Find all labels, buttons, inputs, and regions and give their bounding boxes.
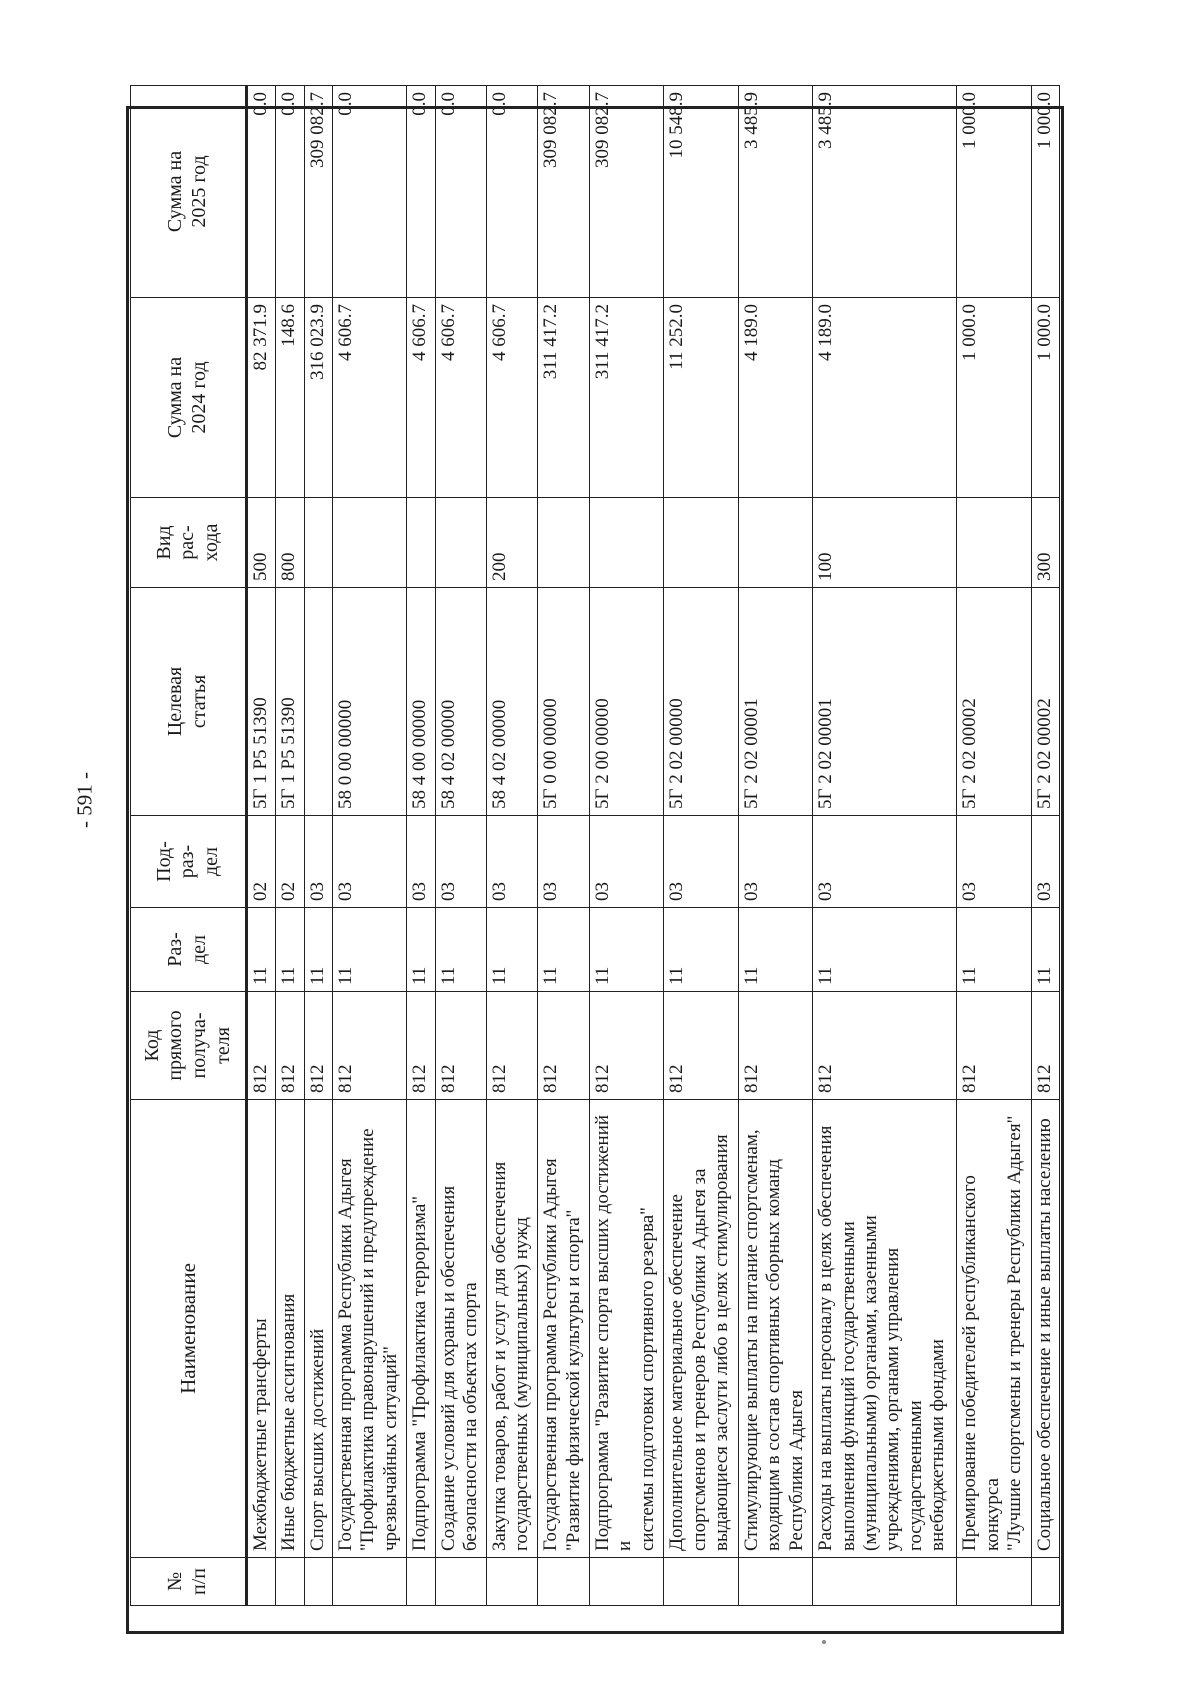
table-row — [486, 86, 537, 1606]
cell-sum-2025: 0.0 — [276, 86, 304, 298]
table-body — [247, 86, 1060, 1606]
cell-idx — [589, 1558, 664, 1606]
cell-target-article: 5Г 2 00 00000 — [589, 588, 664, 816]
cell-section: 11 — [664, 908, 739, 992]
budget-table — [130, 85, 1060, 1606]
cell-idx — [664, 1558, 739, 1606]
cell-expense-type — [664, 498, 739, 588]
cell-sum-2024: 1 000.0 — [1031, 298, 1059, 498]
cell-subsection: 03 — [1031, 816, 1059, 908]
cell-subsection: 03 — [407, 816, 435, 908]
header-row — [131, 86, 247, 1606]
cell-sum-2024: 1 000.0 — [957, 298, 1032, 498]
header-section: Раз- дел — [131, 908, 247, 992]
cell-subsection: 03 — [589, 816, 664, 908]
page-number: - 591 - — [72, 772, 97, 828]
cell-name: Расходы на выплаты персоналу в целях обеспечения выполнения функций государственными (муниципальными) органами, казенными учреждениями, органами управления государственными внебюджетными фондами — [813, 1100, 957, 1558]
cell-target-article: 58 4 02 00000 — [435, 588, 486, 816]
cell-idx — [304, 1558, 332, 1606]
cell-subsection: 03 — [332, 816, 407, 908]
cell-target-article: 5Г 2 02 00002 — [1031, 588, 1059, 816]
cell-sum-2025: 0.0 — [486, 86, 537, 298]
cell-target-article: 58 4 02 00000 — [486, 588, 537, 816]
cell-recipient-code: 812 — [813, 992, 957, 1100]
cell-target-article: 5Г 2 02 00001 — [813, 588, 957, 816]
cell-name: Социальное обеспечение и иные выплаты населению — [1031, 1100, 1059, 1558]
cell-expense-type — [538, 498, 589, 588]
table-row — [957, 86, 1032, 1606]
cell-target-article: 5Г 2 02 00000 — [664, 588, 739, 816]
cell-sum-2024: 311 417.2 — [538, 298, 589, 498]
cell-section: 11 — [957, 908, 1032, 992]
header-expense-type: Вид рас- хода — [131, 498, 247, 588]
table-row — [247, 86, 276, 1606]
cell-name: Межбюджетные трансферты — [247, 1100, 276, 1558]
cell-subsection: 03 — [435, 816, 486, 908]
cell-expense-type — [957, 498, 1032, 588]
cell-target-article: 5Г 1 Р5 51390 — [276, 588, 304, 816]
cell-sum-2025: 309 082.7 — [538, 86, 589, 298]
cell-idx — [407, 1558, 435, 1606]
cell-sum-2025: 3 485.9 — [813, 86, 957, 298]
cell-expense-type — [304, 498, 332, 588]
cell-idx — [247, 1558, 276, 1606]
cell-target-article — [304, 588, 332, 816]
cell-section: 11 — [738, 908, 813, 992]
cell-section: 11 — [486, 908, 537, 992]
cell-sum-2024: 148.6 — [276, 298, 304, 498]
table-row — [664, 86, 739, 1606]
cell-recipient-code: 812 — [332, 992, 407, 1100]
cell-target-article: 5Г 1 Р5 51390 — [247, 588, 276, 816]
cell-sum-2025: 309 082.7 — [304, 86, 332, 298]
cell-recipient-code: 812 — [276, 992, 304, 1100]
cell-expense-type: 100 — [813, 498, 957, 588]
header-recipient-code: Код прямого получа- теля — [131, 992, 247, 1100]
cell-recipient-code: 812 — [589, 992, 664, 1100]
cell-name: Подпрограмма "Развитие спорта высших достижений и системы подготовки спортивного резерва" — [589, 1100, 664, 1558]
cell-section: 11 — [407, 908, 435, 992]
table-row — [435, 86, 486, 1606]
cell-expense-type — [589, 498, 664, 588]
cell-subsection: 03 — [813, 816, 957, 908]
table-row — [276, 86, 304, 1606]
cell-idx — [538, 1558, 589, 1606]
cell-subsection: 02 — [276, 816, 304, 908]
cell-sum-2024: 4 189.0 — [738, 298, 813, 498]
cell-section: 11 — [332, 908, 407, 992]
cell-sum-2025: 10 548.9 — [664, 86, 739, 298]
cell-sum-2025: 1 000.0 — [1031, 86, 1059, 298]
table-row — [738, 86, 813, 1606]
table-row — [304, 86, 332, 1606]
cell-subsection: 03 — [538, 816, 589, 908]
cell-section: 11 — [435, 908, 486, 992]
cell-sum-2025: 0.0 — [247, 86, 276, 298]
cell-sum-2024: 4 189.0 — [813, 298, 957, 498]
cell-idx — [486, 1558, 537, 1606]
cell-expense-type: 300 — [1031, 498, 1059, 588]
header-name: Наименование — [131, 1100, 247, 1558]
cell-sum-2025: 1 000.0 — [957, 86, 1032, 298]
cell-sum-2024: 82 371.9 — [247, 298, 276, 498]
cell-subsection: 02 — [247, 816, 276, 908]
cell-expense-type — [435, 498, 486, 588]
cell-expense-type: 500 — [247, 498, 276, 588]
cell-target-article: 5Г 0 00 00000 — [538, 588, 589, 816]
cell-recipient-code: 812 — [486, 992, 537, 1100]
cell-expense-type — [407, 498, 435, 588]
cell-section: 11 — [538, 908, 589, 992]
cell-sum-2024: 4 606.7 — [332, 298, 407, 498]
cell-name: Иные бюджетные ассигнования — [276, 1100, 304, 1558]
header-sum-2024: Сумма на 2024 год — [131, 298, 247, 498]
header-idx: № п/п — [131, 1558, 247, 1606]
cell-idx — [738, 1558, 813, 1606]
cell-idx — [276, 1558, 304, 1606]
cell-expense-type — [738, 498, 813, 588]
cell-subsection: 03 — [486, 816, 537, 908]
cell-target-article: 5Г 2 02 00002 — [957, 588, 1032, 816]
cell-name: Спорт высших достижений — [304, 1100, 332, 1558]
cell-recipient-code: 812 — [407, 992, 435, 1100]
cell-name: Дополнительное материальное обеспечение спортсменов и тренеров Республики Адыгея за выдающиеся заслуги либо в целях стимулирования — [664, 1100, 739, 1558]
cell-name: Премирование победителей республиканского конкурса "Лучшие спортсмены и тренеры Республики Адыгея" — [957, 1100, 1032, 1558]
cell-section: 11 — [304, 908, 332, 992]
cell-sum-2025: 309 082.7 — [589, 86, 664, 298]
cell-section: 11 — [276, 908, 304, 992]
cell-name: Создание условий для охраны и обеспечения безопасности на объектах спорта — [435, 1100, 486, 1558]
table-row — [813, 86, 957, 1606]
cell-name: Закупка товаров, работ и услуг для обеспечения государственных (муниципальных) нужд — [486, 1100, 537, 1558]
cell-recipient-code: 812 — [1031, 992, 1059, 1100]
cell-expense-type: 800 — [276, 498, 304, 588]
cell-name: Стимулирующие выплаты на питание спортсменам, входящим в состав спортивных сборных команд Республики Адыгея — [738, 1100, 813, 1558]
table-header — [131, 86, 247, 1606]
cell-recipient-code: 812 — [738, 992, 813, 1100]
table-row — [538, 86, 589, 1606]
cell-name: Подпрограмма "Профилактика терроризма" — [407, 1100, 435, 1558]
scan-artifact — [822, 1640, 826, 1644]
header-sum-2025: Сумма на 2025 год — [131, 86, 247, 298]
cell-sum-2025: 0.0 — [407, 86, 435, 298]
cell-recipient-code: 812 — [664, 992, 739, 1100]
cell-section: 11 — [247, 908, 276, 992]
table-row — [407, 86, 435, 1606]
table-row — [1031, 86, 1059, 1606]
cell-sum-2025: 0.0 — [332, 86, 407, 298]
cell-expense-type: 200 — [486, 498, 537, 588]
cell-recipient-code: 812 — [538, 992, 589, 1100]
rotated-page-content — [130, 86, 1060, 1606]
cell-recipient-code: 812 — [247, 992, 276, 1100]
cell-subsection: 03 — [738, 816, 813, 908]
cell-section: 11 — [1031, 908, 1059, 992]
cell-target-article: 5Г 2 02 00001 — [738, 588, 813, 816]
cell-subsection: 03 — [304, 816, 332, 908]
cell-idx — [957, 1558, 1032, 1606]
cell-idx — [813, 1558, 957, 1606]
cell-sum-2024: 311 417.2 — [589, 298, 664, 498]
cell-sum-2024: 11 252.0 — [664, 298, 739, 498]
cell-subsection: 03 — [957, 816, 1032, 908]
cell-target-article: 58 0 00 00000 — [332, 588, 407, 816]
table-row — [589, 86, 664, 1606]
cell-sum-2025: 3 485.9 — [738, 86, 813, 298]
cell-section: 11 — [813, 908, 957, 992]
cell-recipient-code: 812 — [957, 992, 1032, 1100]
cell-idx — [332, 1558, 407, 1606]
cell-subsection: 03 — [664, 816, 739, 908]
cell-recipient-code: 812 — [435, 992, 486, 1100]
header-subsection: Под- раз- дел — [131, 816, 247, 908]
cell-sum-2025: 0.0 — [435, 86, 486, 298]
cell-section: 11 — [589, 908, 664, 992]
cell-name: Государственная программа Республики Адыгея "Профилактика правонарушений и предупреждение чрезвычайных ситуаций" — [332, 1100, 407, 1558]
header-target-article: Целевая статья — [131, 588, 247, 816]
cell-idx — [435, 1558, 486, 1606]
cell-recipient-code: 812 — [304, 992, 332, 1100]
cell-sum-2024: 4 606.7 — [435, 298, 486, 498]
cell-idx — [1031, 1558, 1059, 1606]
cell-expense-type — [332, 498, 407, 588]
cell-target-article: 58 4 00 00000 — [407, 588, 435, 816]
cell-name: Государственная программа Республики Адыгея "Развитие физической культуры и спорта" — [538, 1100, 589, 1558]
cell-sum-2024: 4 606.7 — [407, 298, 435, 498]
cell-sum-2024: 4 606.7 — [486, 298, 537, 498]
cell-sum-2024: 316 023.9 — [304, 298, 332, 498]
table-row — [332, 86, 407, 1606]
